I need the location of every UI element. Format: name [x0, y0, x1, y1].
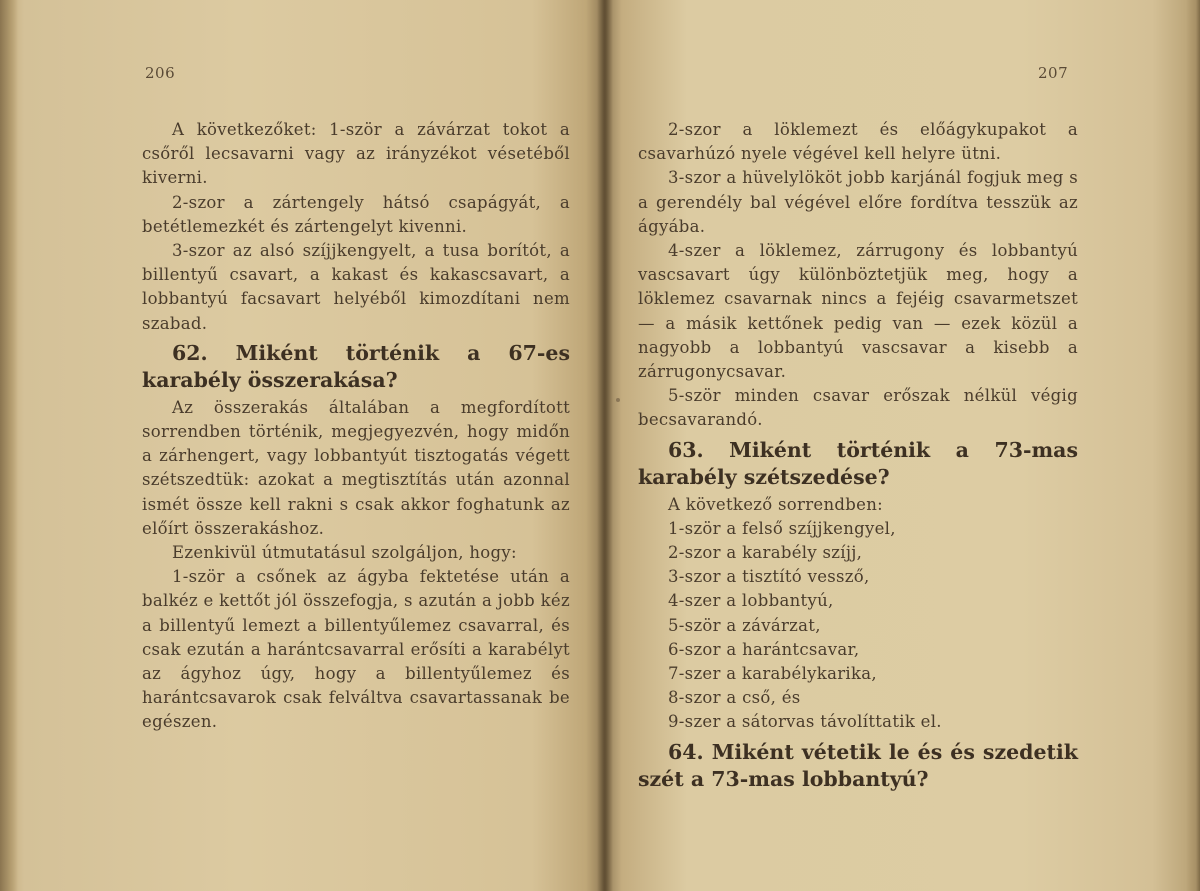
list-item: 6-szor a harántcsavar, — [668, 639, 860, 659]
list-item: 2-szor a karabély szíjj, — [668, 543, 863, 563]
page-number-right: 207 — [1038, 64, 1069, 82]
ink-speck — [616, 398, 620, 402]
section-heading-64: 64. Miként vétetik le és és szedetik szét a 73-mas lobbantyú? — [638, 739, 1078, 791]
section-heading-62: 62. Miként történik a 67-es karabély összerakása? — [142, 340, 570, 392]
paragraph: Ezenkivül útmutatásul szolgáljon, hogy: — [172, 543, 517, 563]
page-edge-left — [0, 0, 18, 891]
paragraph: 4-szer a löklemez, zárrugony és lobbantyú vascsavart úgy különböztetjük meg, hogy a löklemez csavarnak nincs a fejéig csavarmetszet — a másik kettőnek pedig van — ezek közül a nagyobb a lobbantyú vascsavar a kisebb a zárrugonycsavar. — [638, 241, 1078, 382]
paragraph: 3-szor az alsó szíjjkengyelt, a tusa borítót, a billentyű csavart, a kakast és kakascsavart, a lobbantyú facsavart helyéből kimozdítani nem szabad. — [142, 241, 570, 333]
paragraph: 3-szor a hüvelylököt jobb karjánál fogjuk meg s a gerendély bal végével előre fordítva tesszük az ágyába. — [638, 168, 1078, 236]
list-item: 1-ször a felső szíjjkengyel, — [668, 518, 896, 538]
book-gutter — [597, 0, 613, 891]
paragraph: Az összerakás általában a megfordított sorrendben történik, megjegyezvén, hogy midőn a zárhengert, vagy lobbantyút tisztogatás végett szétszedtük: azokat a megtisztítás után azonnal ismét össze kell rakni s csak akkor foghatunk az előírt összerakáshoz. — [142, 397, 570, 538]
list-item: 8-szor a cső, és — [668, 688, 801, 708]
paragraph: 1-ször a csőnek az ágyba fektetése után a balkéz e kettőt jól összefogja, s azután a jobb kéz a billentyű lemezt a billentyűlemez csavarral, és csak ezután a harántcsavarral erősíti a karabélyt az ágyhoz úgy, hogy a billentyűlemez és harántcsavarok csak felváltva csavartassanak be egészen. — [142, 567, 570, 732]
right-page — [604, 0, 1200, 891]
page-number-left: 206 — [145, 64, 176, 82]
paragraph: 2-szor a löklemezt és előágykupakot a csavarhúzó nyele végével kell helyre ütni. — [638, 120, 1078, 164]
list-intro: A következő sorrendben: — [668, 494, 883, 514]
page-edge-right — [1186, 0, 1200, 891]
section-heading-63: 63. Miként történik a 73-mas karabély szétszedése? — [638, 437, 1078, 489]
paragraph: A következőket: 1-ször a závárzat tokot a csőről lecsavarni vagy az irányzékot vésetéből kiverni. — [142, 120, 570, 188]
list-item: 7-szer a karabélykarika, — [668, 664, 877, 684]
list-item: 5-ször a závárzat, — [668, 615, 821, 635]
paragraph: 5-ször minden csavar erőszak nélkül végig becsavarandó. — [638, 386, 1078, 430]
list-item: 4-szer a lobbantyú, — [668, 591, 834, 611]
list-item: 3-szor a tisztító vessző, — [668, 567, 870, 587]
left-page-text — [142, 118, 570, 735]
paragraph: 2-szor a zártengely hátsó csapágyát, a betétlemezkét és zártengelyt kivenni. — [142, 192, 570, 236]
list-item: 9-szer a sátorvas távolíttatik el. — [668, 712, 942, 732]
right-page-text — [638, 118, 1078, 795]
